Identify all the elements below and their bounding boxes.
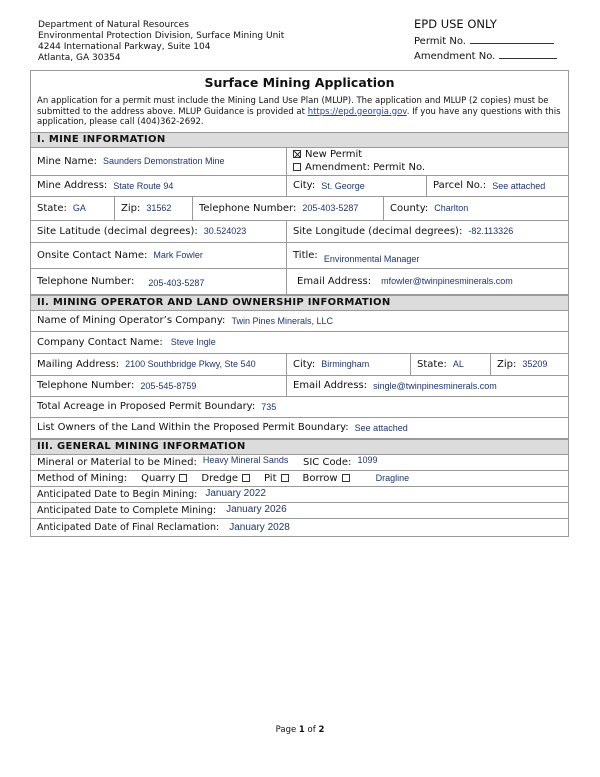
mine-telephone-field[interactable] <box>193 197 384 220</box>
acreage-label: Total Acreage in Proposed Permit Boundary: <box>37 401 256 412</box>
page-word: Page <box>275 725 297 735</box>
sic-code-field[interactable] <box>297 455 568 470</box>
mailing-address-field[interactable] <box>31 354 287 375</box>
land-owners-field[interactable] <box>31 418 568 438</box>
permit-type-field <box>287 148 568 175</box>
mine-name-row <box>31 148 568 176</box>
new-permit-label: New Permit <box>305 149 363 160</box>
of-word: of <box>307 725 316 735</box>
operator-email-label: Email Address: <box>293 380 368 391</box>
unchecked-box-icon[interactable] <box>281 474 289 482</box>
section-3-header: III. GENERAL MINING INFORMATION <box>31 439 568 455</box>
company-contact-label: Company Contact Name: <box>37 336 163 348</box>
operator-zip-value: 35209 <box>522 359 548 369</box>
operator-zip-field[interactable] <box>491 354 568 375</box>
longitude-field[interactable] <box>287 221 568 242</box>
epd-permit-row <box>414 34 557 49</box>
method-quarry-option[interactable] <box>141 473 187 484</box>
page-number: 1 <box>298 725 305 735</box>
mine-state-field[interactable] <box>31 197 115 220</box>
begin-date-row <box>31 487 568 503</box>
unchecked-box-icon[interactable] <box>242 474 250 482</box>
latitude-label: Site Latitude (decimal degrees): <box>37 225 198 237</box>
acreage-field[interactable] <box>31 397 568 417</box>
agency-line-2: Environmental Protection Division, Surface Mining Unit <box>38 31 285 41</box>
contact-title-field[interactable] <box>287 243 568 268</box>
method-other-value: Dragline <box>375 473 410 483</box>
mining-method-label: Method of Mining: <box>37 472 128 484</box>
company-contact-value: Steve Ingle <box>170 337 216 347</box>
method-pit-label: Pit <box>263 472 277 484</box>
onsite-contact-value: Mark Fowler <box>153 250 203 260</box>
contact-title-value: Environmental Manager <box>323 254 420 264</box>
operator-row <box>31 311 568 332</box>
reclamation-date-row <box>31 519 568 536</box>
acreage-row <box>31 397 568 418</box>
mineral-row <box>31 455 568 471</box>
mining-method-field <box>31 471 568 486</box>
latitude-value: 30.524023 <box>203 226 247 236</box>
begin-date-field[interactable] <box>31 487 568 502</box>
land-owners-label: List Owners of the Land Within the Proposed Permit Boundary: <box>37 422 349 433</box>
operator-state-value: AL <box>452 359 464 369</box>
operator-field[interactable] <box>31 311 568 331</box>
page-total: 2 <box>318 725 325 735</box>
contact-telephone-label: Telephone Number: <box>37 275 135 287</box>
contact-title-label: Title: <box>293 249 318 261</box>
epd-use-only-title: EPD USE ONLY <box>414 17 497 31</box>
sic-code-value: 1099 <box>357 455 378 465</box>
mineral-field[interactable] <box>31 455 297 470</box>
method-borrow-label: Borrow <box>302 472 338 484</box>
section-2-header: II. MINING OPERATOR AND LAND OWNERSHIP INFORMATION <box>31 295 568 311</box>
parcel-value: See attached <box>492 180 546 191</box>
county-label: County: <box>390 202 429 214</box>
mine-zip-value: 31562 <box>146 203 172 213</box>
onsite-contact-label: Onsite Contact Name: <box>37 249 148 261</box>
form-intro <box>31 94 568 132</box>
agency-line-1: Department of Natural Resources <box>38 20 189 30</box>
contact-telephone-value: 205-403-5287 <box>148 278 205 288</box>
mine-state-label: State: <box>37 202 67 214</box>
unchecked-box-icon[interactable] <box>342 474 350 482</box>
begin-date-label: Anticipated Date to Begin Mining: <box>37 488 198 500</box>
mlup-guidance-link[interactable]: https://epd.georgia.gov <box>307 106 407 117</box>
operator-city-label: City: <box>293 358 316 370</box>
epd-amendment-row <box>414 49 557 64</box>
agency-line-4: Atlanta, GA 30354 <box>38 53 121 63</box>
mining-method-row <box>31 471 568 487</box>
mine-address-value: State Route 94 <box>113 180 174 191</box>
operator-phone-email-row <box>31 376 568 397</box>
latitude-field[interactable] <box>31 221 287 242</box>
complete-date-label: Anticipated Date to Complete Mining: <box>37 504 217 516</box>
operator-label: Name of Mining Operator’s Company: <box>37 315 226 326</box>
complete-date-row <box>31 503 568 519</box>
mine-address-row <box>31 176 568 197</box>
operator-city-value: Birmingham <box>321 359 370 369</box>
method-borrow-option[interactable] <box>303 473 350 484</box>
parcel-label: Parcel No.: <box>433 180 487 191</box>
method-quarry-label: Quarry <box>141 472 176 484</box>
operator-telephone-field[interactable] <box>31 376 287 396</box>
unchecked-box-icon[interactable] <box>293 163 301 171</box>
onsite-contact-field[interactable] <box>31 243 287 268</box>
mine-name-field[interactable] <box>31 148 287 175</box>
operator-state-label: State: <box>417 358 447 370</box>
epd-permit-label: Permit No. <box>414 36 466 47</box>
complete-date-value: January 2026 <box>226 503 287 515</box>
contact-phone-email-row <box>31 269 568 295</box>
state-zip-row <box>31 197 568 221</box>
onsite-contact-row <box>31 243 568 269</box>
county-field[interactable] <box>384 197 568 220</box>
operator-state-field[interactable] <box>411 354 491 375</box>
agency-line-3: 4244 International Parkway, Suite 104 <box>38 42 211 52</box>
method-dredge-label: Dredge <box>201 472 238 484</box>
mine-zip-field[interactable] <box>115 197 193 220</box>
mine-city-field[interactable] <box>287 176 427 196</box>
contact-email-field[interactable] <box>287 269 568 294</box>
contact-email-value: mfowler@twinpinesminerals.com <box>381 276 513 286</box>
intro-text-pre: An application for a permit must include the Mining Land Use Plan (MLUP). The application and MLUP (2 copies) must be submitted to the address above. MLUP Guidance is provided at <box>37 96 549 117</box>
land-owners-value: See attached <box>354 422 408 433</box>
epd-permit-blank[interactable] <box>470 34 554 44</box>
county-value: Charlton <box>434 203 469 213</box>
form-title: Surface Mining Application <box>204 75 395 90</box>
contact-telephone-field[interactable] <box>31 269 287 294</box>
begin-date-value: January 2022 <box>205 487 266 499</box>
mailing-row <box>31 354 568 376</box>
checked-box-icon[interactable] <box>293 150 301 158</box>
mine-city-label: City: <box>293 180 316 191</box>
parcel-field[interactable] <box>427 176 568 196</box>
reclamation-date-label: Anticipated Date of Final Reclamation: <box>37 521 220 533</box>
epd-amendment-label: Amendment No. <box>414 51 496 62</box>
page-footer <box>0 725 600 735</box>
complete-date-field[interactable] <box>31 503 568 518</box>
longitude-value: -82.113326 <box>468 226 514 236</box>
operator-zip-label: Zip: <box>497 358 517 370</box>
mine-address-field[interactable] <box>31 176 287 196</box>
mailing-address-value: 2100 Southbridge Pkwy, Ste 540 <box>125 359 256 369</box>
mine-state-value: GA <box>72 203 86 213</box>
longitude-label: Site Longitude (decimal degrees): <box>293 225 463 237</box>
unchecked-box-icon[interactable] <box>179 474 187 482</box>
amendment-option[interactable] <box>293 161 425 174</box>
epd-use-only-block <box>414 17 557 64</box>
operator-city-field[interactable] <box>287 354 411 375</box>
mine-telephone-value: 205-403-5287 <box>302 203 359 213</box>
operator-email-field[interactable] <box>287 376 568 396</box>
land-owners-row <box>31 418 568 439</box>
amendment-label: Amendment: Permit No. <box>305 162 426 173</box>
mine-telephone-label: Telephone Number: <box>199 202 297 214</box>
new-permit-option[interactable] <box>293 148 362 161</box>
sic-code-label: SIC Code: <box>303 456 352 468</box>
lat-lon-row <box>31 221 568 243</box>
method-dredge-option[interactable] <box>201 473 250 484</box>
company-contact-field[interactable] <box>31 332 568 353</box>
agency-address-block <box>38 20 284 64</box>
mine-name-label: Mine Name: <box>37 155 97 167</box>
reclamation-date-field[interactable] <box>31 519 568 536</box>
mineral-value: Heavy Mineral Sands <box>202 455 289 465</box>
mailing-address-label: Mailing Address: <box>37 358 120 370</box>
mineral-label: Mineral or Material to be Mined: <box>37 456 197 468</box>
method-pit-option[interactable] <box>264 473 289 484</box>
mine-zip-label: Zip: <box>121 202 141 214</box>
section-1-header: I. MINE INFORMATION <box>31 132 568 148</box>
application-form <box>30 70 569 537</box>
intro-text-post: . If you have any questions with this application, please call (404)362-2692. <box>37 106 561 127</box>
mine-address-label: Mine Address: <box>37 180 108 191</box>
contact-email-label: Email Address: <box>297 275 372 287</box>
operator-telephone-label: Telephone Number: <box>37 380 135 391</box>
reclamation-date-value: January 2028 <box>229 521 290 533</box>
company-contact-row <box>31 332 568 354</box>
operator-telephone-value: 205-545-8759 <box>140 380 197 391</box>
acreage-value: 735 <box>261 401 277 412</box>
operator-email-value: single@twinpinesminerals.com <box>373 380 497 391</box>
mine-name-value: Saunders Demonstration Mine <box>102 156 225 166</box>
epd-amendment-blank[interactable] <box>499 49 557 59</box>
mine-city-value: St. George <box>321 180 365 191</box>
operator-value: Twin Pines Minerals, LLC <box>231 315 333 326</box>
